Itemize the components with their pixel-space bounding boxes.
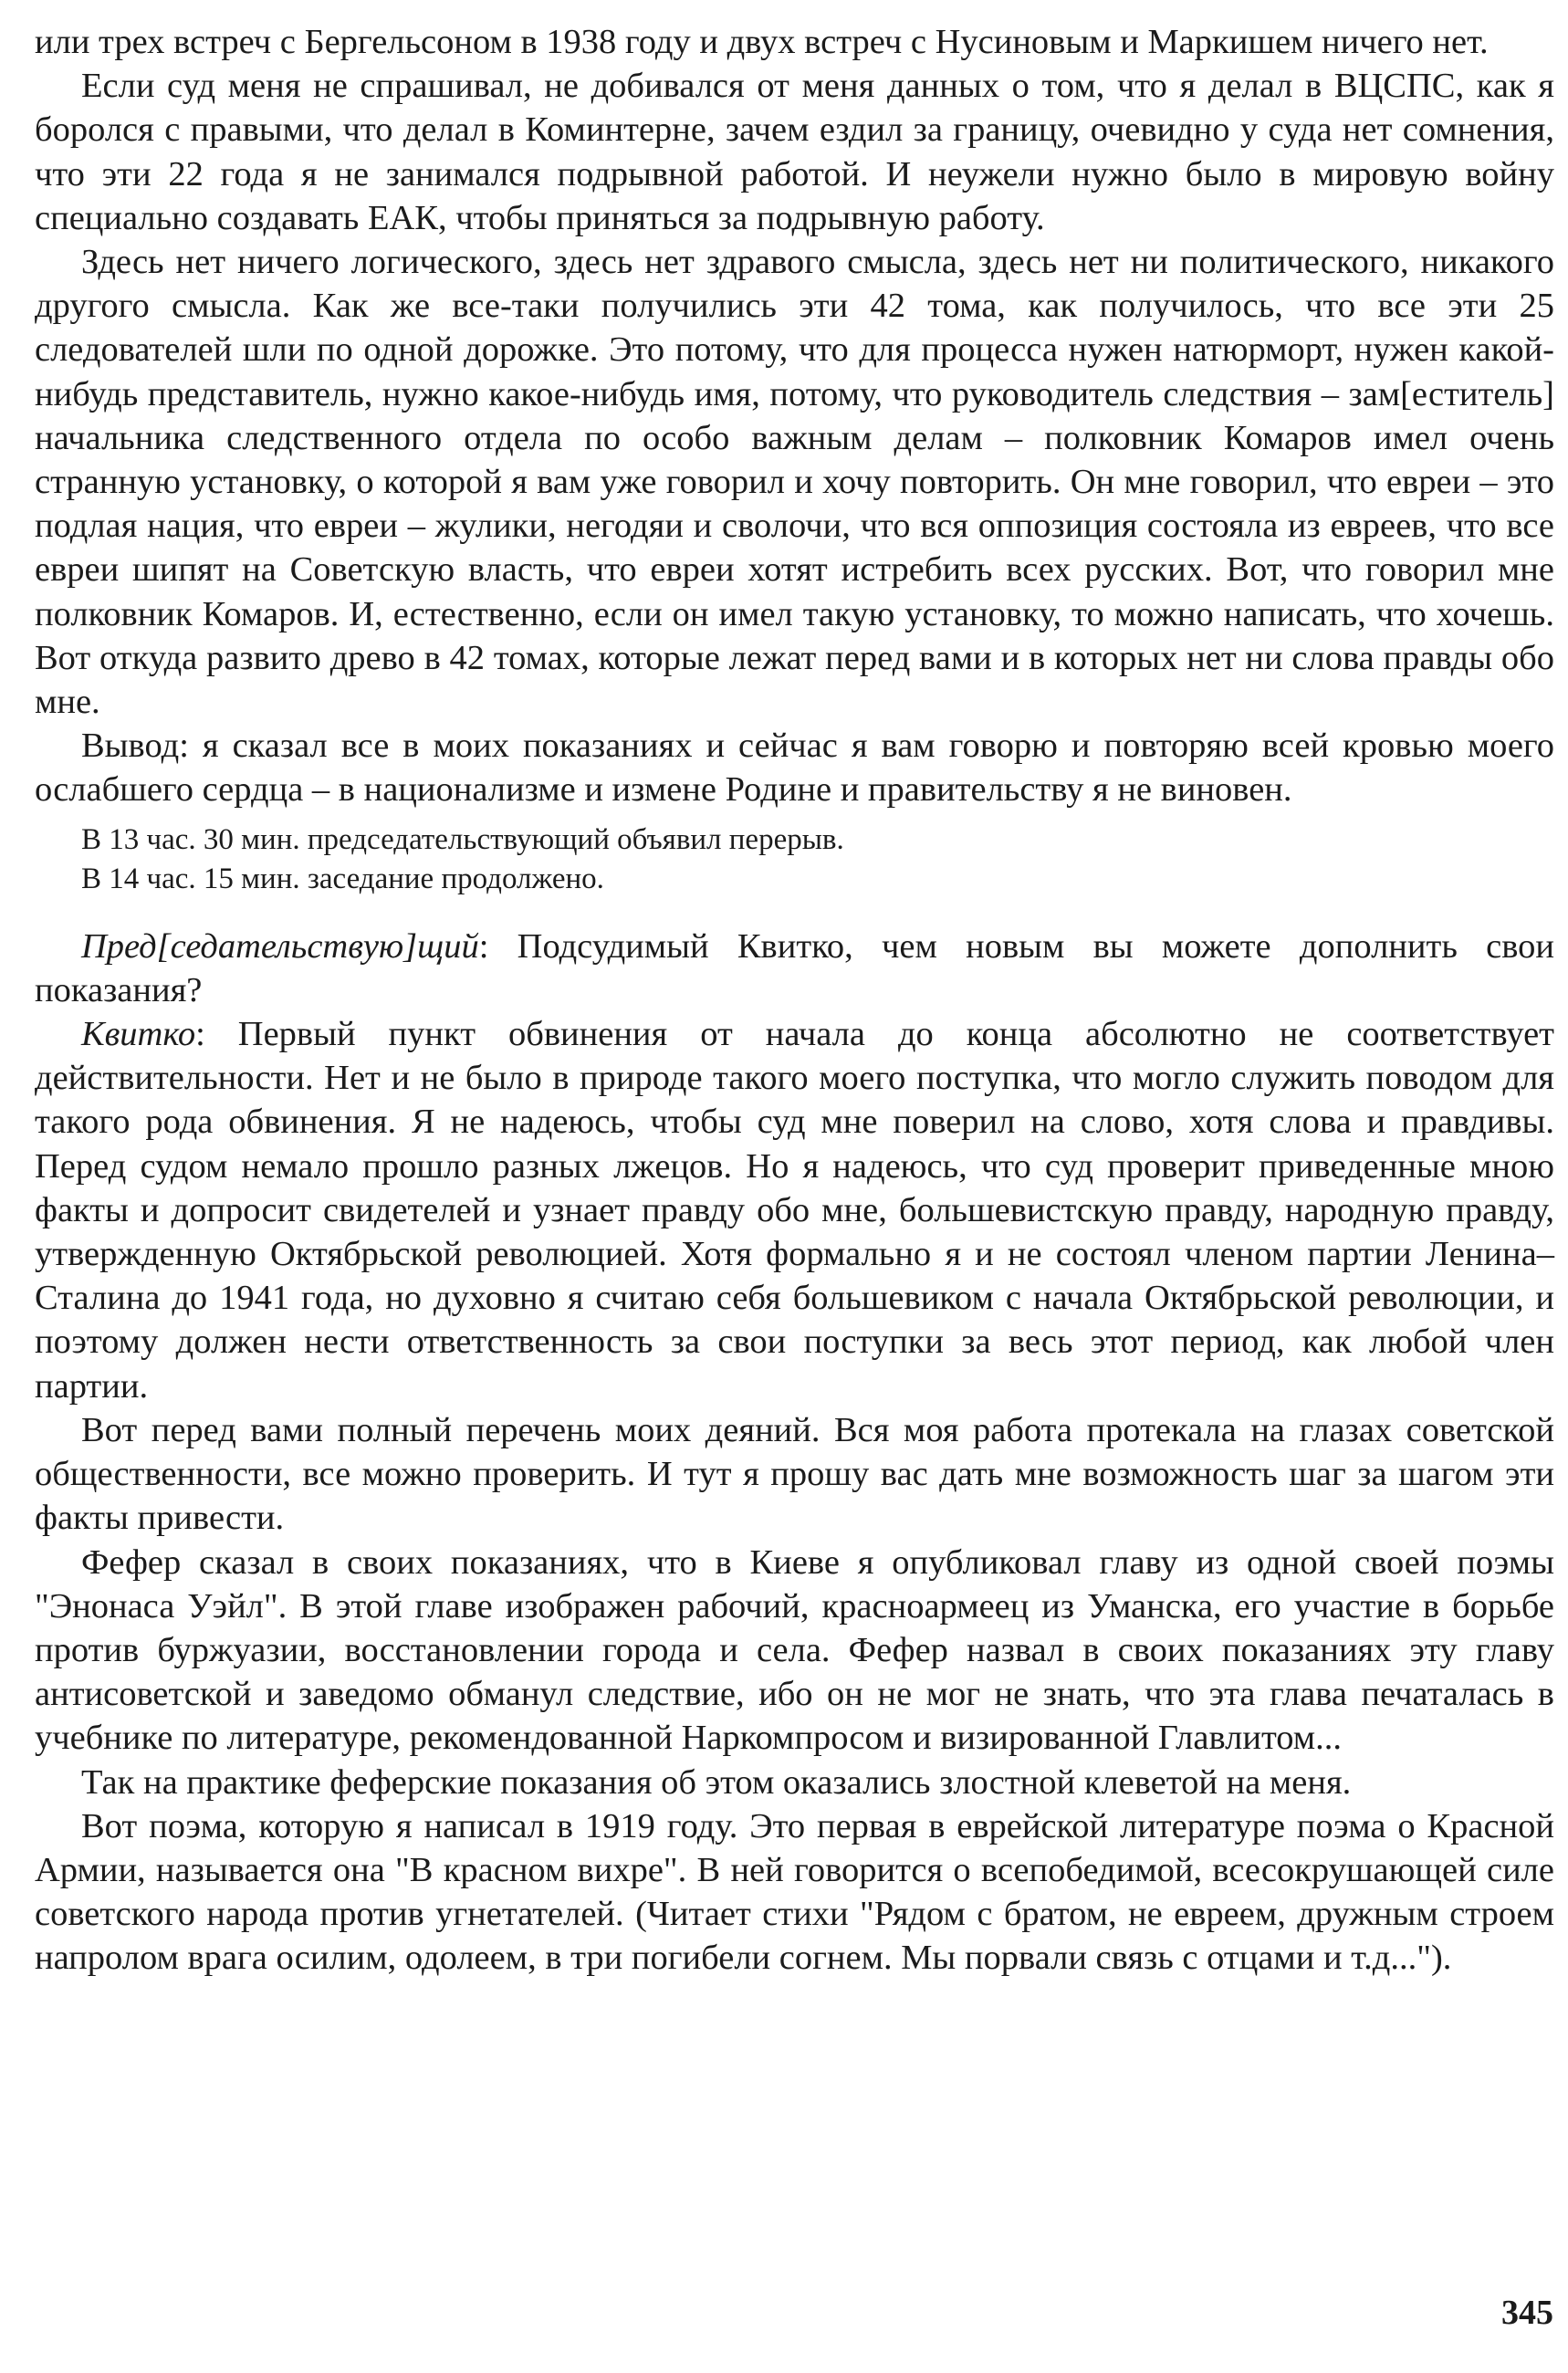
paragraph: Так на практике феферские показания об этом оказались злостной клеветой на меня. [81,1762,1352,1802]
session-note-recess: В 13 час. 30 мин. председательствующий объявил перерыв. [81,822,844,856]
document-page [35,20,1554,1981]
paragraph-continuation: или трех встреч с Бергельсоном в 1938 году и двух встреч с Нусиновым и Маркишем ничего нет. [35,23,1489,61]
page-number: 345 [1501,2294,1553,2332]
session-note-resumed: В 14 час. 15 мин. заседание продолжено. [81,862,604,895]
kvitko-answer [35,1012,1554,1408]
paragraph: Здесь нет ничего логического, здесь нет здравого смысла, здесь нет ни политического, никакого другого смысла. Как же все-таки получились эти 42 тома, как получилось, что все эти 25 следователей шли по одной дорожке. Это потому, что для процесса нужен натюрморт, нужен какой-нибудь представитель, нужно какое-нибудь имя, потому, что руководитель следствия – зам[еститель] начальника следственного отдела по особо важным делам – полковник Комаров имел очень странную установку, о которой я вам уже говорил и хочу повторить. Он мне говорил, что евреи – это подлая нация, что евреи – жулики, негодяи и сволочи, что вся оппозиция состояла из евреев, что все евреи шипят на Советскую власть, что евреи хотят истребить всех русских. Вот, что говорил мне полковник Комаров. И, естественно, если он имел такую установку, то можно написать, что хочешь. Вот откуда развито древо в 42 томах, которые лежат перед вами и в которых нет ни слова правды обо мне. [35,243,1554,722]
paragraph-conclusion: Вывод: я сказал все в моих показаниях и сейчас я вам говорю и повторяю всей кровью моего ослабшего сердца – в национализме и измене Родине и правительству я не виновен. [35,727,1554,810]
chair-question [35,925,1554,1012]
paragraph: Вот перед вами полный перечень моих деяний. Вся моя работа протекала на глазах советской общественности, все можно проверить. И тут я прошу вас дать мне возможность шаг за шагом эти факты привести. [35,1410,1554,1538]
session-notes [35,821,1554,899]
speaker-text: : Подсудимый Квитко, чем новым вы можете дополнить свои показания? [35,926,1554,1009]
speaker-name: Пред[седательствую]щий [81,926,479,966]
speaker-name: Квитко [81,1015,196,1054]
paragraph: Если суд меня не спрашивал, не добивался от меня данных о том, что я делал в ВЦСПС, как я боролся с правыми, что делал в Коминтерне, зачем ездил за границу, очевидно у суда нет сомнения, что эти 22 года я не занимался подрывной работой. И неужели нужно было в мировую войну специально создавать ЕАК, чтобы приняться за подрывную работу. [35,67,1554,237]
paragraph: Вот поэма, которую я написал в 1919 году. Это первая в еврейской литературе поэма о Красной Армии, называется она "В красном вихре". В ней говорится о всепобедимой, всесокрушающей силе советского народа против угнетателей. (Читает стихи "Рядом с братом, не евреем, дружным строем напролом врага осилим, одолеем, в три погибели согнем. Мы порвали связь с отцами и т.д..."). [35,1806,1554,1978]
speaker-text: : Первый пункт обвинения от начала до конца абсолютно не соответствует действительности. Нет и не было в природе такого моего поступка, что могло служить поводом для такого рода обвинения. Я не надеюсь, чтобы суд мне поверил на слово, хотя слова и правдивы. Перед судом немало прошло разных лжецов. Но я надеюсь, что суд проверит приведенные мною факты и допросит свидетелей и узнает правду обо мне, большевистскую правду, народную правду, утвержденную Октябрьской революцией. Хотя формально я и не состоял членом партии Ленина–Сталина до 1941 года, но духовно я считаю себя большевиком с начала Октябрьской революции, и поэтому должен нести ответственность за свои поступки за весь этот период, как любой член партии. [35,1015,1554,1406]
paragraph: Фефер сказал в своих показаниях, что в Киеве я опубликовал главу из одной своей поэмы "Энонаса Уэйл". В этой главе изображен рабочий, красноармеец из Уманска, его участие в борьбе против буржуазии, восстановлении города и села. Фефер назвал в своих показаниях эту главу антисоветской и заведомо обманул следствие, ибо он не мог не знать, что эта глава печаталась в учебнике по литературе, рекомендованной Наркомпросом и визированной Главлитом... [35,1542,1554,1758]
